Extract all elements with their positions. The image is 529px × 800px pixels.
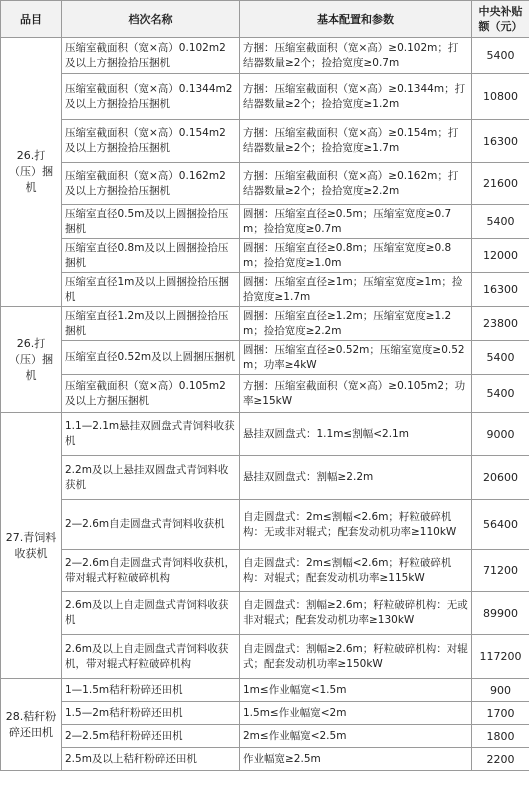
table-row <box>1 702 529 725</box>
subsidy-cell: 1800 <box>472 725 529 748</box>
config-cell: 方捆：压缩室截面积（宽×高）≥0.154m；打结器数量≥2个；捡拾宽度≥1.7m <box>240 120 472 163</box>
config-cell: 圆捆：压缩室直径≥0.5m；压缩室宽度≥0.7m；捡拾宽度≥0.7m <box>240 205 472 239</box>
table-row <box>1 38 529 74</box>
tier-name-cell: 2.6m及以上自走圆盘式青饲料收获机，带对辊式籽粒破碎机构 <box>62 635 240 679</box>
config-cell: 圆捆：压缩室直径≥1.2m；压缩室宽度≥1.2m；捡拾宽度≥2.2m <box>240 307 472 341</box>
config-cell: 1m≤作业幅宽<1.5m <box>240 679 472 702</box>
tier-name-cell: 压缩室截面积（宽×高）0.162m2及以上方捆捡拾压捆机 <box>62 163 240 205</box>
table-row <box>1 307 529 341</box>
header-category: 品目 <box>1 1 62 38</box>
tier-name-cell: 2—2.6m自走圆盘式青饲料收获机 <box>62 500 240 550</box>
subsidy-cell: 10800 <box>472 74 529 120</box>
config-cell: 1.5m≤作业幅宽<2m <box>240 702 472 725</box>
table-row <box>1 120 529 163</box>
tier-name-cell: 2.5m及以上秸秆粉碎还田机 <box>62 748 240 771</box>
tier-name-cell: 2.2m及以上悬挂双圆盘式青饲料收获机 <box>62 456 240 500</box>
config-cell: 自走圆盘式：割幅≥2.6m；籽粒破碎机构：无或非对辊式；配套发动机功率≥130kW <box>240 592 472 635</box>
table-row <box>1 456 529 500</box>
subsidy-cell: 71200 <box>472 550 529 592</box>
table-row <box>1 592 529 635</box>
subsidy-cell: 20600 <box>472 456 529 500</box>
config-cell: 自走圆盘式：2m≤割幅<2.6m；籽粒破碎机构：无或非对辊式；配套发动机功率≥110kW <box>240 500 472 550</box>
table-row <box>1 413 529 456</box>
table-row <box>1 550 529 592</box>
config-cell: 圆捆：压缩室直径≥0.8m；压缩室宽度≥0.8m；捡拾宽度≥1.0m <box>240 239 472 273</box>
tier-name-cell: 压缩室直径1m及以上圆捆捡拾压捆机 <box>62 273 240 307</box>
config-cell: 作业幅宽≥2.5m <box>240 748 472 771</box>
subsidy-cell: 9000 <box>472 413 529 456</box>
category-cell: 26.打（压）捆机 <box>1 38 62 307</box>
config-cell: 悬挂双圆盘式：1.1m≤割幅<2.1m <box>240 413 472 456</box>
header-tier-name: 档次名称 <box>62 1 240 38</box>
config-cell: 2m≤作业幅宽<2.5m <box>240 725 472 748</box>
table-row <box>1 748 529 771</box>
tier-name-cell: 压缩室直径0.8m及以上圆捆捡拾压捆机 <box>62 239 240 273</box>
subsidy-cell: 89900 <box>472 592 529 635</box>
config-cell: 自走圆盘式：2m≤割幅<2.6m；籽粒破碎机构：对辊式；配套发动机功率≥115kW <box>240 550 472 592</box>
tier-name-cell: 1.1—2.1m悬挂双圆盘式青饲料收获机 <box>62 413 240 456</box>
subsidy-cell: 5400 <box>472 38 529 74</box>
tier-name-cell: 2—2.5m秸秆粉碎还田机 <box>62 725 240 748</box>
table-row <box>1 375 529 413</box>
config-cell: 圆捆：压缩室直径≥0.52m；压缩室宽度≥0.52m；功率≥4kW <box>240 341 472 375</box>
subsidy-cell: 5400 <box>472 205 529 239</box>
subsidy-cell: 16300 <box>472 273 529 307</box>
subsidy-cell: 900 <box>472 679 529 702</box>
subsidy-cell: 56400 <box>472 500 529 550</box>
tier-name-cell: 1—1.5m秸秆粉碎还田机 <box>62 679 240 702</box>
table-row <box>1 679 529 702</box>
table-row <box>1 341 529 375</box>
table-row <box>1 273 529 307</box>
subsidy-cell: 21600 <box>472 163 529 205</box>
header-subsidy: 中央补贴额（元） <box>472 1 529 38</box>
tier-name-cell: 1.5—2m秸秆粉碎还田机 <box>62 702 240 725</box>
header-config: 基本配置和参数 <box>240 1 472 38</box>
table-row <box>1 500 529 550</box>
table-row <box>1 725 529 748</box>
tier-name-cell: 压缩室截面积（宽×高）0.1344m2及以上方捆捡拾压捆机 <box>62 74 240 120</box>
subsidy-cell: 5400 <box>472 375 529 413</box>
subsidy-cell: 5400 <box>472 341 529 375</box>
config-cell: 方捆：压缩室截面积（宽×高）≥0.1344m；打结器数量≥2个；捡拾宽度≥1.2m <box>240 74 472 120</box>
subsidy-cell: 16300 <box>472 120 529 163</box>
tier-name-cell: 压缩室直径0.5m及以上圆捆捡拾压捆机 <box>62 205 240 239</box>
tier-name-cell: 压缩室截面积（宽×高）0.102m2及以上方捆捡拾压捆机 <box>62 38 240 74</box>
table-body <box>1 38 529 771</box>
subsidy-cell: 12000 <box>472 239 529 273</box>
subsidy-cell: 2200 <box>472 748 529 771</box>
subsidy-cell: 23800 <box>472 307 529 341</box>
table-row <box>1 74 529 120</box>
tier-name-cell: 压缩室截面积（宽×高）0.105m2及以上方捆压捆机 <box>62 375 240 413</box>
config-cell: 方捆：压缩室截面积（宽×高）≥0.102m；打结器数量≥2个；捡拾宽度≥0.7m <box>240 38 472 74</box>
subsidy-cell: 1700 <box>472 702 529 725</box>
subsidy-cell: 117200 <box>472 635 529 679</box>
table-row <box>1 635 529 679</box>
config-cell: 自走圆盘式：割幅≥2.6m；籽粒破碎机构：对辊式；配套发动机功率≥150kW <box>240 635 472 679</box>
header-row <box>1 1 529 38</box>
config-cell: 方捆：压缩室截面积（宽×高）≥0.105m2；功率≥15kW <box>240 375 472 413</box>
config-cell: 圆捆：压缩室直径≥1m；压缩室宽度≥1m；捡拾宽度≥1.7m <box>240 273 472 307</box>
table-row <box>1 239 529 273</box>
category-cell: 27.青饲料收获机 <box>1 413 62 679</box>
tier-name-cell: 压缩室截面积（宽×高）0.154m2及以上方捆捡拾压捆机 <box>62 120 240 163</box>
table-row <box>1 205 529 239</box>
tier-name-cell: 2—2.6m自走圆盘式青饲料收获机，带对辊式籽粒破碎机构 <box>62 550 240 592</box>
tier-name-cell: 2.6m及以上自走圆盘式青饲料收获机 <box>62 592 240 635</box>
table-header <box>1 1 529 38</box>
config-cell: 方捆：压缩室截面积（宽×高）≥0.162m；打结器数量≥2个；捡拾宽度≥2.2m <box>240 163 472 205</box>
table-row <box>1 163 529 205</box>
tier-name-cell: 压缩室直径1.2m及以上圆捆捡拾压捆机 <box>62 307 240 341</box>
category-cell: 26.打（压）捆机 <box>1 307 62 413</box>
category-cell: 28.秸秆粉碎还田机 <box>1 679 62 771</box>
tier-name-cell: 压缩室直径0.52m及以上圆捆压捆机 <box>62 341 240 375</box>
config-cell: 悬挂双圆盘式：割幅≥2.2m <box>240 456 472 500</box>
